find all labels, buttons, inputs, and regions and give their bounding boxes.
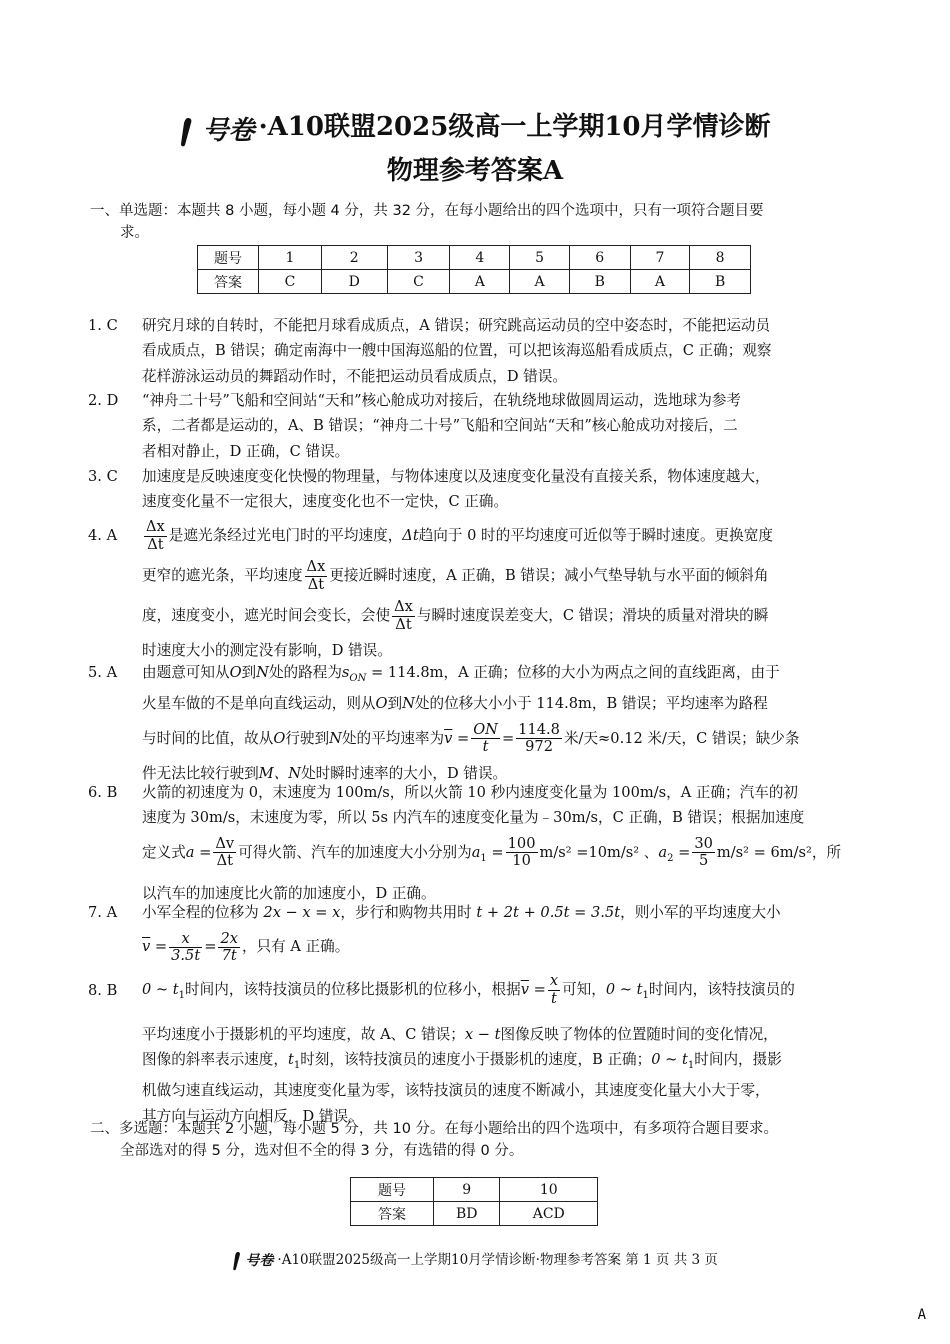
text: = 114.8m，A 正确；位移的大小为两点之间的直线距离，由于 [366,664,780,681]
question-number: 6. B [88,784,118,801]
text: 更窄的遮光条，平均速度 [142,567,303,584]
text: ，只有 A 正确。 [241,938,350,956]
text-line: 0 ~ $t_1$时间内，该特技演员的位移比摄影机的位移小，根据$\overline{v}$ = $\frac{x}{t}$ 可知，0 ~ $t_1$时间内，该特技演员的 [142,972,795,1007]
denominator: 972 [525,738,553,755]
fraction [213,836,236,869]
subscript: 1 [293,1060,301,1072]
denominator: 7t [221,946,237,964]
question-4 [88,516,863,666]
subscript: 1 [642,989,649,1001]
fraction [516,722,562,755]
math-expression: 0 ~ t [142,981,179,998]
table-cell: A [630,270,690,294]
brush-stroke-icon [232,1251,241,1271]
numerator: 30 [694,835,713,853]
text: 处的位移大小小于 114.8m，B 错误；平均速率为路程 [414,695,768,713]
math-expression: x − t [464,1025,501,1043]
denominator: Δt [216,852,233,870]
math-expression: 2x − x = x [263,904,341,921]
row-label: 题号 [351,1178,434,1202]
section-2-answer-table [350,1177,598,1226]
question-number: 1. C [88,317,118,334]
question-1 [88,313,863,389]
brand-logo [179,110,254,147]
text: 可得火箭、汽车的加速度大小分别为 [238,843,472,861]
text: 图像的斜率表示速度， [142,1051,288,1069]
table-cell: C [387,270,450,294]
subscript: 1 [480,852,487,864]
text-line: 花样游泳运动员的舞蹈动作时，不能把运动员看成质点，D 错误。 [142,367,567,385]
subscript: 1 [687,1060,695,1072]
question-2 [88,388,863,464]
section-1-heading-text: 一、单选题：本题共 8 小题，每小题 4 分，共 32 分，在每小题给出的四个选项中，只有一项符合题目要 [90,203,764,219]
text: 件无法比较行驶到 [142,764,259,782]
numerator: Δx [146,518,165,536]
symbol: M、N [258,764,302,782]
page-footer [0,1248,950,1271]
text: ，则小军的平均速度大小 [620,904,781,921]
text: 图像反映了物体的位置随时间的变化情况， [500,1025,778,1043]
text-line: 速度为 30m/s，末速度为零，所以 5s 内汽车的速度变化量为﹣30m/s，C 正确，B 错误；根据加速度 [142,809,805,827]
subscript: ON [349,672,367,684]
table-row-numbers [198,246,751,270]
symbol: N [256,664,269,681]
brush-stroke-icon [179,117,193,147]
text-line [142,516,863,556]
text-line: $\overline{v}$ = $\frac{x}{3.5t}$ = $\frac{2x}{7t}$ ，只有 A 正确。 [142,929,350,964]
symbol: $\overline{v}$ [520,981,529,998]
text-line: 火箭的初速度为 0，末速度为 100m/s，所以火箭 10 秒内速度变化量为 100m/s，A 正确；汽车的初 [142,784,799,801]
text-line: 系，二者都是运动的，A、B 错误；“神舟二十号”飞船和空间站“天和”核心舱成功对接后，二 [142,417,738,435]
fraction [548,973,560,1006]
question-7 [88,900,863,969]
text: 平均速度小于摄影机的平均速度，故 A、C 错误； [142,1025,465,1043]
numerator: ON [473,720,498,738]
math-expression: t + 2t + 0.5t = 3.5t [476,904,621,921]
table-cell: 5 [510,246,570,270]
question-6 [88,780,863,906]
text-line: “神舟二十号”飞船和空间站“天和”核心舱成功对接后，在轨绕地球做圆周运动，选地球为参考 [142,392,742,409]
brand-name: 号卷 [202,115,255,146]
text: 与瞬时速度误差变大，C 错误；滑块的质量对滑块的瞬 [416,607,769,624]
text-line: 定义式a = $\frac{\Delta v}{\Delta t}$ 可得火箭、汽车的加速度大小分别为$a_1$ = $\frac{100}{10}$ m/s² =10m/s² 、$a_2$ = $\frac{30}{5}$ m/s² = 6m/s²，所 [142,835,842,870]
symbol: s [341,664,350,681]
denominator: 10 [512,852,531,870]
numerator: Δx [394,598,413,616]
corner-mark: A [917,1307,926,1323]
symbol: O [273,729,286,747]
symbol: N [402,695,415,713]
text: 时间内，摄影 [694,1051,782,1069]
question-number: 2. D [88,392,119,409]
row-label: 答案 [198,270,259,294]
text-line [142,691,863,716]
table-cell: B [569,270,630,294]
question-number: 7. A [88,904,118,921]
section-2-heading-cont: 全部选对的得 5 分，选对但不全的得 3 分，有选错的得 0 分。 [120,1143,524,1159]
text: 处的平均速率为 [341,729,445,747]
text: ，所 [811,843,842,861]
numerator: Δv [215,835,235,853]
row-label: 题号 [198,246,259,270]
denominator: Δt [307,575,325,593]
exam-title: ·A10联盟2025级高一上学期10月学情诊断 [258,112,771,142]
question-number: 3. C [88,468,118,485]
subscript: 2 [667,852,674,864]
subscript: 1 [178,989,186,1001]
symbol: a [658,843,668,861]
question-number: 5. A [88,664,118,681]
table-cell: 7 [630,246,690,270]
numerator: 114.8 [518,720,560,738]
numerator: x [549,972,559,990]
symbol: $\overline{v}$ [444,729,453,747]
fraction [169,931,202,964]
brand-name: 号卷 [245,1252,274,1269]
text-line: 加速度是反映速度变化快慢的物理量，与物体速度以及速度变化量没有直接关系，物体速度越大， [142,468,770,485]
text: 处的路程为 [268,664,342,681]
math-expression: 0 ~ t [605,981,643,998]
question-number: 4. A [88,527,118,544]
question-3 [88,464,863,515]
numerator: Δx [306,558,326,576]
symbol: t [287,1051,294,1069]
math-expression: 0 ~ t [651,1051,688,1069]
text: 更接近瞬时速度，A 正确，B 错误；减小气垫导轨与水平面的倾斜角 [329,567,769,584]
brand-logo [232,1250,273,1272]
text: 到 [387,695,403,713]
text-line: 时速度大小的测定没有影响，D 错误。 [142,642,392,659]
text-line [142,900,863,925]
fraction [305,559,328,592]
page-title: 物理参考答案A [386,156,564,186]
symbol: N [329,729,342,747]
text: 、 [639,843,659,861]
table-cell: BD [434,1202,500,1226]
fraction [218,931,240,964]
denominator: t [482,738,489,755]
row-label: 答案 [351,1202,434,1226]
table-row-answers [198,270,751,294]
text-line [142,1022,863,1047]
denominator: 5 [698,852,709,870]
symbol: Δt [402,527,419,544]
question-5 [88,660,863,786]
section-2-heading-text: 二、多选题：本题共 2 小题，每小题 5 分，共 10 分。在每小题给出的四个选项中，有多项符合题目要求。 [90,1121,779,1137]
text: 火星车做的不是单向直线运动，则从 [142,695,376,713]
text: 定义式 [142,843,186,861]
text: 时刻，该特技演员的速度小于摄影机的速度，B 正确； [300,1051,652,1069]
denominator: t [551,989,557,1007]
text: 小军全程的位移为 [142,904,259,921]
text-line [142,556,863,596]
fraction [144,519,167,552]
section-1-heading-cont: 求。 [120,225,149,241]
text: ，步行和购物共用时 [340,904,472,921]
text: 米/天≈0.12 米/天，C 错误；缺少条 [563,729,800,747]
text: 处时瞬时速率的大小，D 错误。 [301,764,508,782]
symbol: O [375,695,388,713]
text: 到 [241,664,257,681]
text-line: 速度变化量不一定很大，速度变化也不一定快，C 正确。 [142,493,509,511]
question-8 [88,970,863,1129]
text-line: 与时间的比值，故从O行驶到N处的平均速率为$\overline{v}$ = $\frac{ON}{t}$ = $\frac{114.8}{972}$ 米/天≈0.12 米/天，C 错误；缺少条 [142,720,800,755]
footer-text: ·A10联盟2025级高一上学期10月学情诊断·物理参考答案 第 1 页 共 3 页 [277,1252,718,1268]
text: 与时间的比值，故从 [142,729,274,747]
table-cell: 10 [500,1178,598,1202]
table-cell: 8 [690,246,751,270]
text: 趋向于 0 时的平均速度可近似等于瞬时速度。更换宽度 [418,527,773,544]
symbol: $\overline{v}$ [142,938,151,956]
text: 时间内，该特技演员的位移比摄影机的位移小，根据 [185,981,521,998]
text-line: 者相对静止，D 正确，C 错误。 [142,442,350,460]
table-cell: 9 [434,1178,500,1202]
symbol: a [471,843,481,861]
section-1-answer-table [197,245,751,294]
table-cell: A [450,270,510,294]
table-row-numbers [351,1178,598,1202]
table-row-answers [351,1202,598,1226]
text-line: 其方向与运动方向相反，D 错误。 [142,1107,363,1125]
denominator: 3.5t [171,946,201,964]
fraction [506,836,538,869]
fraction [392,599,415,632]
table-cell: 2 [321,246,387,270]
text: 度，速度变小，遮光时间会变长，会使 [142,607,391,624]
table-cell: 1 [259,246,322,270]
section-2-heading [90,1118,870,1162]
text-line: 看成质点，B 错误；确定南海中一艘中国海巡船的位置，可以把该海巡船看成质点，C 正确；观察 [142,342,772,360]
table-cell: A [510,270,570,294]
denominator: Δt [147,535,164,553]
text-line: 以汽车的加速度比火箭的加速度小，D 正确。 [142,884,436,902]
table-cell: D [321,270,387,294]
numerator: x [169,931,202,948]
section-1-heading [90,200,870,244]
table-cell: 6 [569,246,630,270]
symbol: O [229,664,242,681]
table-cell: B [690,270,751,294]
fraction [471,722,500,755]
question-number: 8. B [88,982,118,999]
table-cell: ACD [500,1202,598,1226]
text: 由题意可知从 [142,664,230,681]
numerator: 2x [220,929,238,947]
table-cell: C [259,270,322,294]
symbol: a = [185,843,212,861]
text: m/s² = 6m/s² [716,843,812,861]
text: 时间内，该特技演员的 [648,981,795,998]
title-line-1 [0,106,950,147]
text-line [142,660,863,691]
text-line: 机做匀速直线运动，其速度变化量为零，该特技演员的速度不断减小，其速度变化量大小大于零， [142,1082,770,1100]
text: 是遮光条经过光电门时的平均速度， [168,527,403,544]
numerator: 100 [507,835,536,853]
text: 可知， [562,981,606,998]
table-cell: 4 [450,246,510,270]
denominator: Δt [395,615,412,633]
text-line: 研究月球的自转时，不能把月球看成质点，A 错误；研究跳高运动员的空中姿态时，不能把运动员 [142,317,771,334]
fraction [692,836,715,869]
text-line [142,1047,863,1078]
table-cell: 3 [387,246,450,270]
text: m/s² =10m/s² [539,843,640,861]
text-line [142,596,863,636]
text: 行驶到 [285,729,330,747]
